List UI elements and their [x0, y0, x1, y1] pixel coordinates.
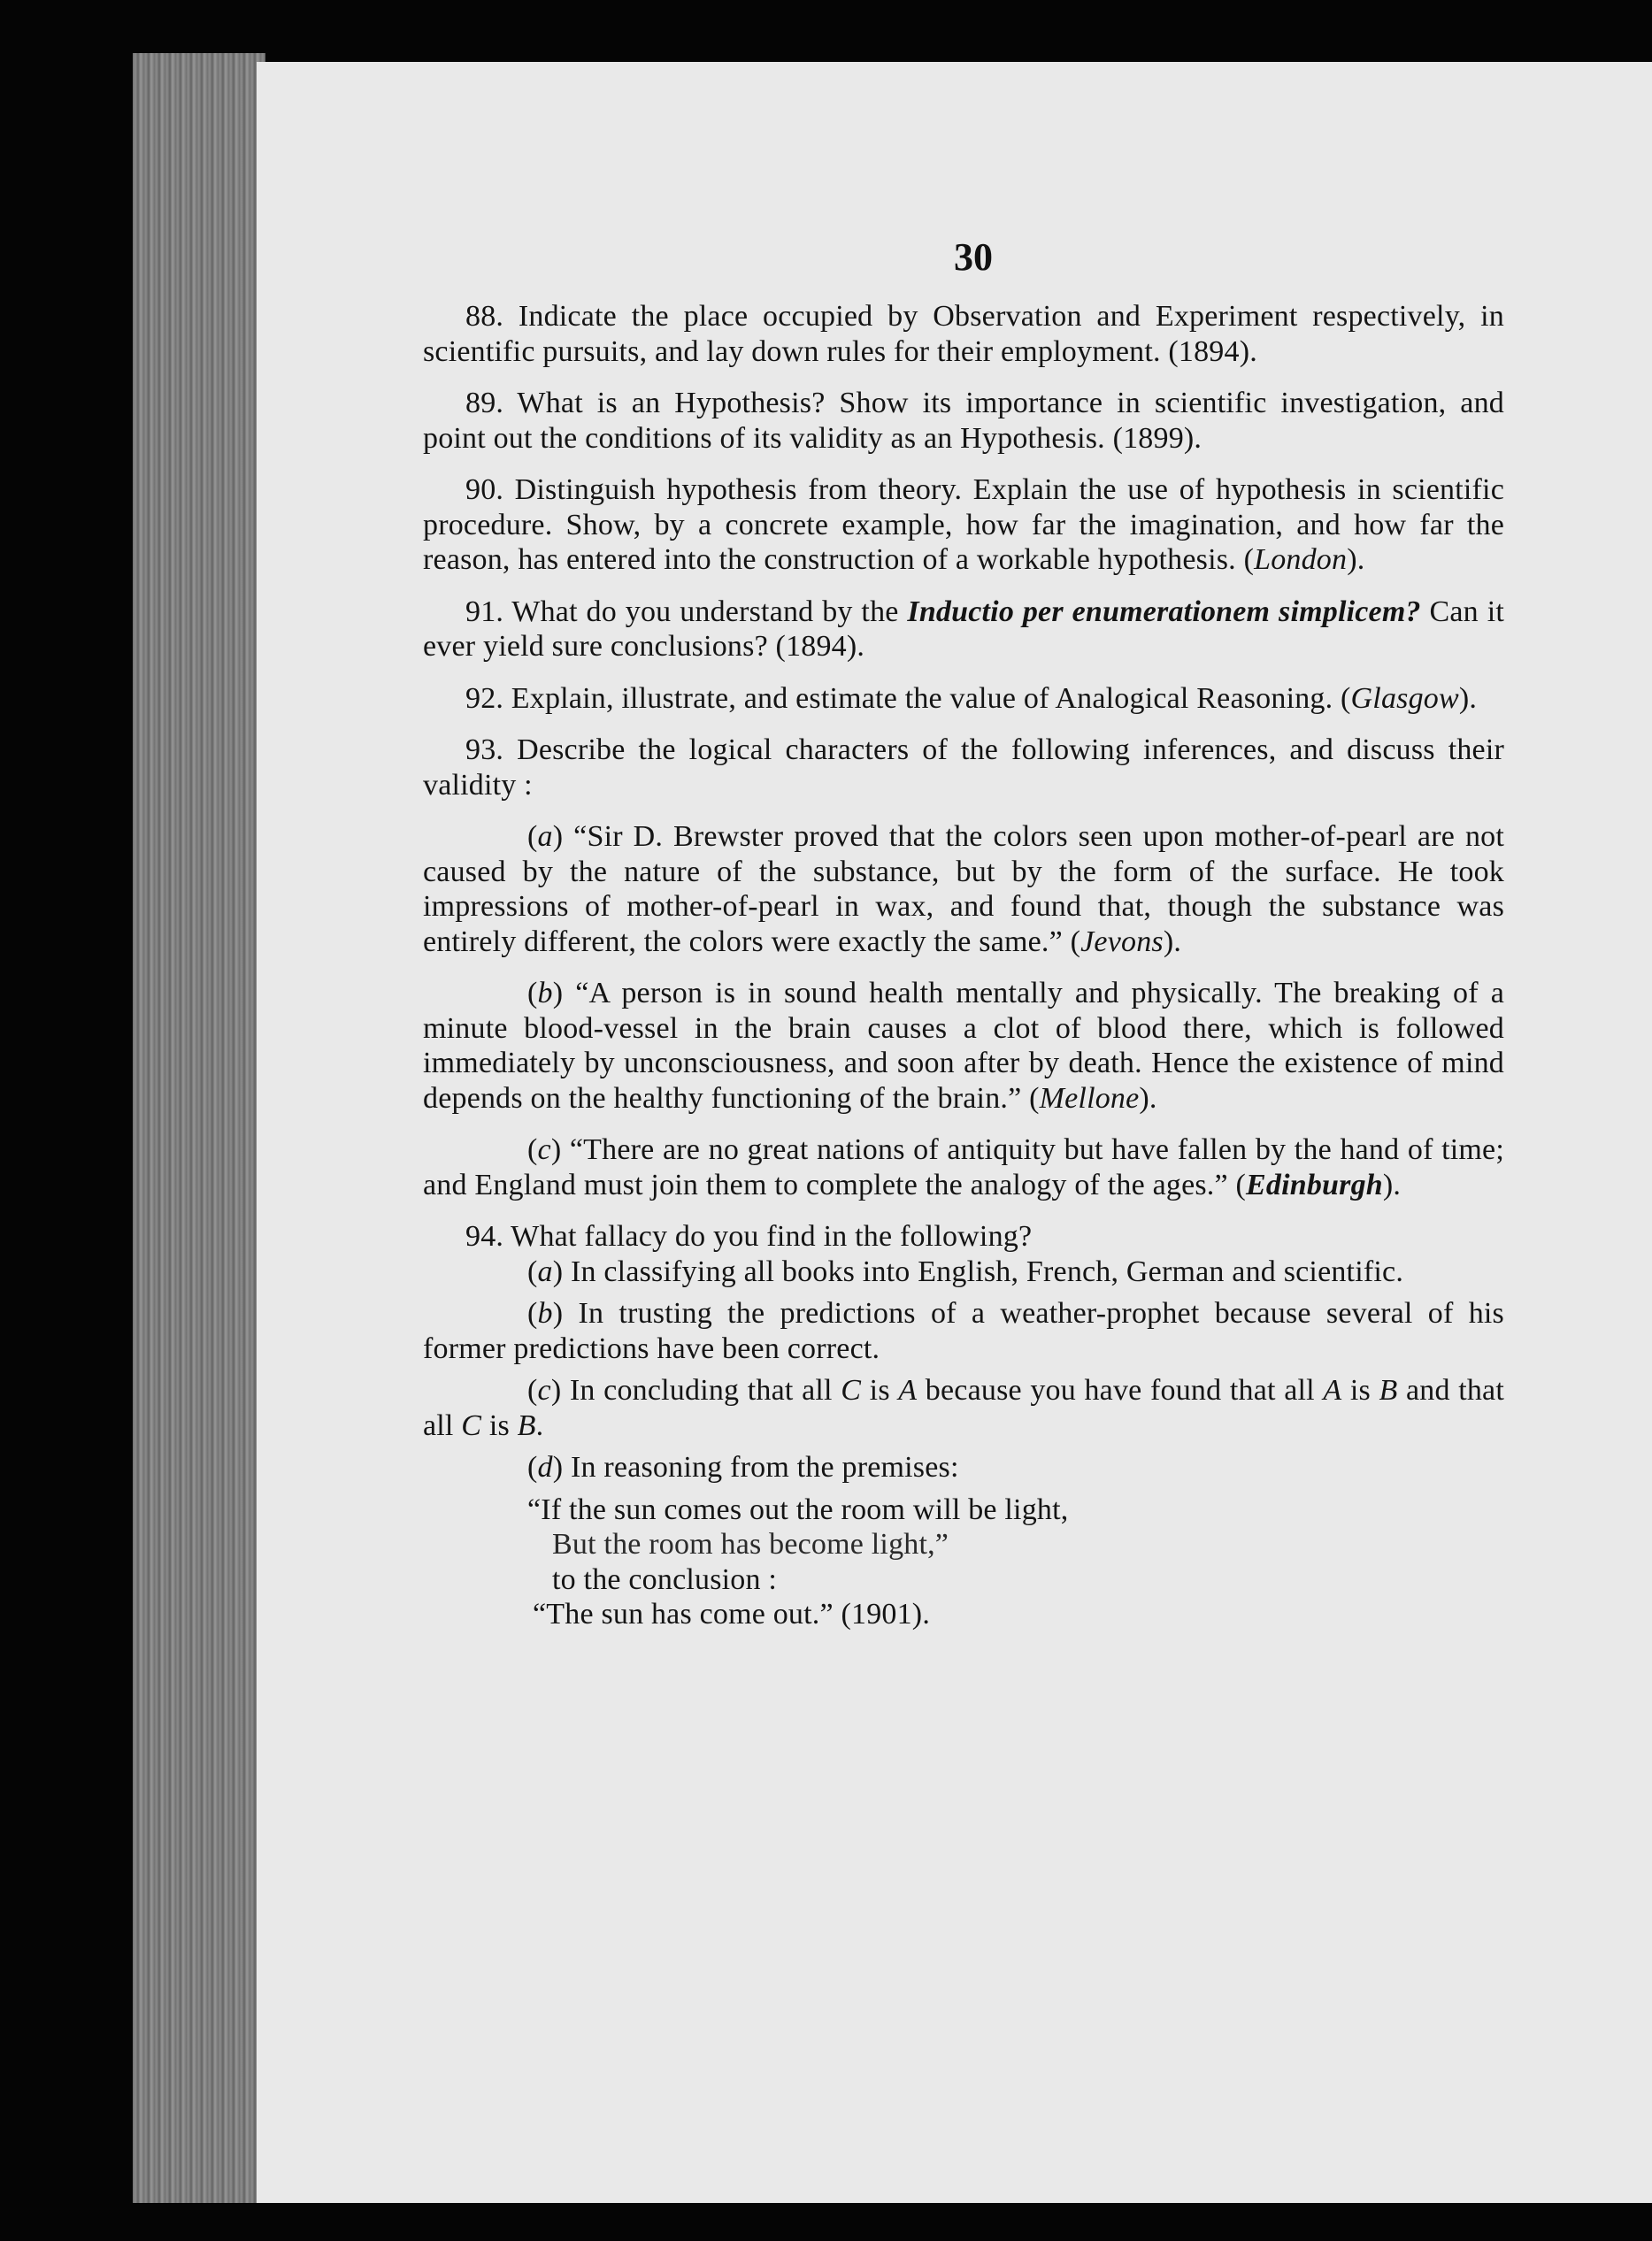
- question-94-a: (a) In classifying all books into English, French, German and scientific.: [527, 1255, 1404, 1288]
- variable: A: [1323, 1374, 1342, 1407]
- variable: B: [517, 1408, 536, 1442]
- premise-line-2: But the room has become light,”: [552, 1528, 949, 1561]
- question-92-source: Glasgow: [1350, 681, 1459, 715]
- question-92: [423, 681, 1504, 717]
- variable: B: [1379, 1374, 1398, 1407]
- question-94-c: (c) In concluding that all C is A because you have found that all A is B and that all C is B.: [423, 1374, 1504, 1442]
- sub-text: because you have found that all: [917, 1374, 1324, 1407]
- variable: C: [841, 1374, 862, 1407]
- sub-text: “Sir D. Brewster proved that the colors seen upon mother-of-pearl are not caused by the nature of the substance, but by the form of the surface. He took impressions of mother-of-pearl in wax, and found that, though the substance was entirely different, the colors were exactly the same.” (: [423, 820, 1504, 958]
- book-page-edges: [133, 53, 265, 2203]
- sub-source: Mellone: [1039, 1081, 1140, 1115]
- sub-text: “A person is in sound health mentally and physically. The breaking of a minute blood-vessel in the brain causes a clot of blood there, which is followed immediately by unconsciousness, and soon after by death. Hence the existence of mind depends on the healthy functioning of the brain.” (: [423, 977, 1504, 1115]
- question-91-tail: Can it ever yield sure conclusions? (1894).: [423, 595, 1504, 663]
- sub-text: is: [861, 1374, 899, 1407]
- sub-close: ).: [1139, 1081, 1157, 1115]
- question-94-intro: 94. What fallacy do you find in the following?: [465, 1220, 1033, 1253]
- conclusion-label: to the conclusion :: [552, 1562, 778, 1596]
- sub-label: c: [537, 1374, 551, 1407]
- variable: A: [898, 1374, 918, 1407]
- sub-text: “There are no great nations of antiquity but have fallen by the hand of time; and England must join them to complete the analogy of the ages.” (: [423, 1133, 1504, 1201]
- question-92-text: 92. Explain, illustrate, and estimate the value of Analogical Reasoning. (: [465, 681, 1351, 715]
- sub-text: and that all: [423, 1374, 1504, 1442]
- sub-text: is: [1341, 1374, 1379, 1407]
- sub-label: a: [537, 1255, 553, 1288]
- sub-close: ).: [1163, 925, 1182, 958]
- question-93-b: (b) “A person is in sound health mentally and physically. The breaking of a minute blood-vessel in the brain causes a clot of blood there, which is followed immediately by unconsciousness, and soon after by death. Hence the existence of mind depends on the healthy functioning of the brain.” (Mellone).: [423, 977, 1504, 1115]
- question-93-a: (a) “Sir D. Brewster proved that the colors seen upon mother-of-pearl are not caused by the nature of the substance, but by the form of the surface. He took impressions of mother-of-pearl in wax, and found that, though the substance was entirely different, the colors were exactly the same.” (Jevons).: [423, 820, 1504, 958]
- sub-label: d: [537, 1451, 553, 1484]
- question-90: [423, 472, 1504, 578]
- question-90-close: ).: [1347, 543, 1365, 576]
- sub-text: is: [481, 1408, 518, 1442]
- sub-text: In classifying all books into English, French, German and scientific.: [563, 1255, 1404, 1288]
- conclusion-line: “The sun has come out.” (1901).: [533, 1598, 931, 1631]
- sub-label: b: [537, 977, 553, 1009]
- syllogism-quote: [423, 1493, 1504, 1632]
- question-91: [423, 595, 1504, 664]
- question-94-d: (d) In reasoning from the premises:: [527, 1451, 959, 1484]
- sub-text: In reasoning from the premises:: [563, 1451, 959, 1484]
- sub-label: b: [537, 1297, 553, 1330]
- sub-source: Edinburgh: [1246, 1168, 1383, 1201]
- sub-source: Jevons: [1080, 925, 1164, 958]
- question-90-source: London: [1254, 543, 1348, 576]
- question-93-intro: 93. Describe the logical characters of the following inferences, and discuss their validity :: [423, 733, 1504, 802]
- question-91-latin-phrase: Inductio per enumerationem simplicem?: [907, 595, 1421, 628]
- question-91-text: 91. What do you understand by the: [465, 595, 908, 628]
- variable: C: [461, 1408, 482, 1442]
- question-88: 88. Indicate the place occupied by Observation and Experiment respectively, in scientific pursuits, and lay down rules for their employment. (1894).: [423, 300, 1504, 368]
- sub-label: c: [537, 1133, 551, 1166]
- sub-text: In concluding that all: [561, 1374, 841, 1407]
- page-number: 30: [954, 235, 993, 279]
- question-94-b: (b) In trusting the predictions of a weather-prophet because several of his former predictions have been correct.: [423, 1297, 1504, 1365]
- question-93-c: (c) “There are no great nations of antiquity but have fallen by the hand of time; and England must join them to complete the analogy of the ages.” (Edinburgh).: [423, 1133, 1504, 1201]
- question-90-text: 90. Distinguish hypothesis from theory. Explain the use of hypothesis in scientific procedure. Show, by a concrete example, how far the imagination, and how far the reason, has entered into the construction of a workable hypothesis. (: [423, 473, 1504, 576]
- premise-line-1: “If the sun comes out the room will be light,: [527, 1493, 1069, 1526]
- sub-label: a: [537, 820, 553, 853]
- sub-close: ).: [1382, 1168, 1402, 1201]
- question-89: 89. What is an Hypothesis? Show its importance in scientific investigation, and point out the conditions of its validity as an Hypothesis. (1899).: [423, 387, 1504, 455]
- sub-text: .: [535, 1408, 544, 1442]
- question-list: [423, 299, 1504, 1632]
- sub-text: In trusting the predictions of a weather-prophet because several of his former predictions have been correct.: [423, 1297, 1504, 1365]
- question-92-close: ).: [1458, 681, 1478, 715]
